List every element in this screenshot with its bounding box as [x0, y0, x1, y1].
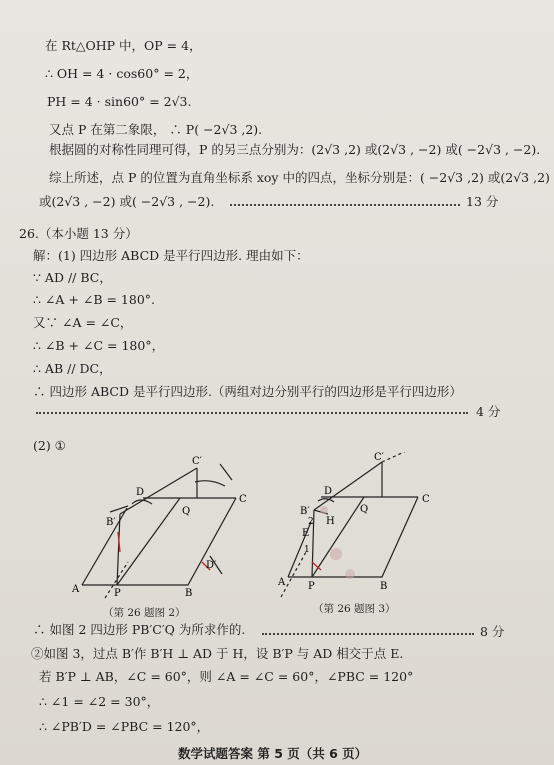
- score-leader-3: [262, 633, 474, 635]
- fig3-label-P: P: [308, 581, 315, 592]
- text-line-19: 若 B′P ⊥ AB，∠C = 60°，则 ∠A = ∠C = 60°，∠PBC = 120°: [39, 669, 414, 684]
- fig2-label-B1: B′: [106, 517, 116, 528]
- text-line-11: ∴ ∠A + ∠B = 180°.: [33, 292, 156, 307]
- text-line-13: ∴ ∠B + ∠C = 180°，: [33, 338, 165, 353]
- fig3-label-H: H: [326, 516, 335, 527]
- text-line-6: 综上所述，点 P 的位置为直角坐标系 xoy 中的四点，坐标分别是：( −2√3 ,2) 或(2√3 ,2): [49, 170, 550, 185]
- fig3-label-B: B: [380, 581, 388, 592]
- text-line-18: ②如图 3，过点 B′作 B′H ⊥ AD 于 H，设 B′P 与 AD 相交于点 E.: [31, 646, 404, 661]
- text-line-15: ∴ 四边形 ABCD 是平行四边形.（两组对边分别平行的四边形是平行四边形）: [33, 384, 462, 399]
- fig3-label-Q: Q: [360, 504, 369, 515]
- question-26-heading: 26.（本小题 13 分）: [19, 226, 138, 241]
- fig3-label-1: 1: [304, 545, 310, 555]
- score-13: 13 分: [466, 194, 499, 209]
- text-line-12: 又∵ ∠A = ∠C，: [33, 315, 133, 330]
- text-line-10: ∵ AD // BC，: [33, 270, 112, 285]
- score-8: 8 分: [480, 624, 505, 639]
- text-line-9: 解：(1) 四边形 ABCD 是平行四边形. 理由如下：: [33, 248, 309, 263]
- text-line-5: 根据圆的对称性同理可得，P 的另三点分别为：(2√3 ,2) 或(2√3 , −2) 或( −2√3 , −2).: [49, 142, 541, 157]
- text-line-17: ∴ 如图 2 四边形 PB′C′Q 为所求作的.: [33, 622, 246, 637]
- fig2-label-C: C: [239, 494, 247, 505]
- score-leader-2: [36, 412, 468, 414]
- fig3-label-E: E: [302, 528, 310, 539]
- score-leader-1: [230, 204, 460, 206]
- figure-2-caption: （第 26 题图 2）: [103, 607, 186, 619]
- figure-26-2: [70, 452, 310, 602]
- text-line-7: 或(2√3 , −2) 或( −2√3 , −2).: [39, 194, 215, 209]
- score-4: 4 分: [476, 404, 501, 419]
- text-line-3: PH = 4 · sin60° = 2√3.: [47, 94, 192, 109]
- text-line-21: ∴ ∠PB′D = ∠PBC = 120°，: [39, 719, 210, 734]
- text-line-1: 在 Rt△OHP 中，OP = 4，: [45, 38, 202, 53]
- fig3-label-B1: B′: [300, 506, 310, 517]
- page-footer: 数学试题答案 第 5 页（共 6 页）: [178, 746, 368, 761]
- text-line-2: ∴ OH = 4 · cos60° = 2，: [45, 66, 199, 81]
- fig3-label-C: C: [422, 494, 430, 505]
- fig2-label-P: P: [114, 588, 121, 599]
- text-line-4: 又点 P 在第二象限， ∴ P( −2√3 ,2).: [49, 122, 263, 137]
- text-line-14: ∴ AB // DC，: [33, 361, 112, 376]
- figure-3-caption: （第 26 题图 3）: [313, 603, 396, 615]
- fig3-label-D: D: [324, 486, 333, 497]
- fig3-label-C1: C′: [374, 452, 384, 463]
- fig2-label-A: A: [72, 584, 80, 595]
- fig3-label-A: A: [278, 577, 286, 588]
- fig2-label-D: D: [136, 487, 145, 498]
- fig2-label-D1: D′: [206, 560, 217, 571]
- part-2-label: (2) ①: [33, 438, 66, 453]
- fig2-label-C1: C′: [192, 456, 202, 467]
- figure-26-3: [276, 452, 456, 602]
- fig2-label-B: B: [185, 588, 193, 599]
- text-line-20: ∴ ∠1 = ∠2 = 30°，: [39, 694, 160, 709]
- fig3-label-2: 2: [308, 517, 314, 527]
- fig2-label-Q: Q: [182, 506, 191, 517]
